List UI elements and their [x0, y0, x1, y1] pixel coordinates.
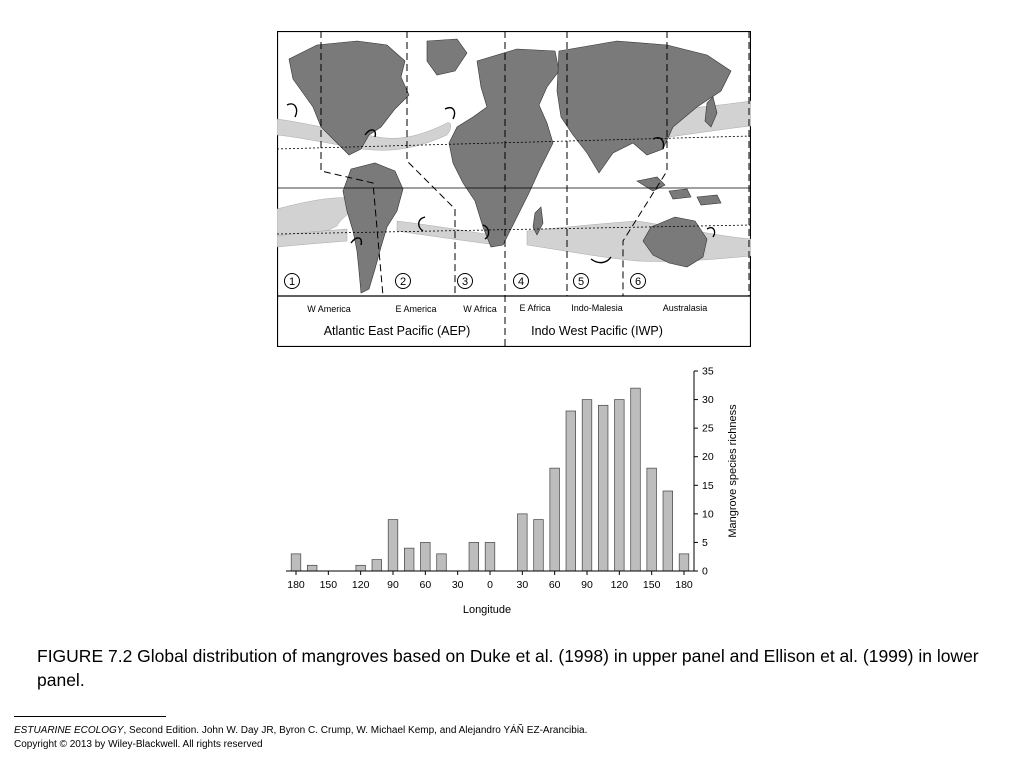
bar-19: [598, 405, 608, 571]
y-tick-label-7: 35: [702, 365, 714, 378]
footer-rule: [14, 716, 166, 717]
y-tick-label-2: 10: [702, 508, 714, 521]
region-label-w-america: W America: [307, 304, 351, 314]
bar-15: [534, 520, 544, 571]
bar-14: [518, 514, 528, 571]
bar-7: [404, 548, 414, 571]
bar-23: [663, 491, 673, 571]
bar-18: [582, 400, 592, 571]
x-tick-label-4: 60: [419, 579, 432, 591]
world-map-figure: [277, 31, 751, 347]
bar-chart-svg: [270, 360, 750, 620]
x-axis-label: Longitude: [462, 604, 512, 616]
region-number-3: 3: [461, 276, 469, 288]
footer-citation: [14, 724, 587, 738]
bars-group: [291, 388, 689, 571]
y-tick-label-5: 25: [702, 422, 714, 435]
book-credits: , Second Edition. John W. Day JR, Byron C. Crump, W. Michael Kemp, and Alejandro YÁÑ EZ-Arancibia.: [123, 725, 588, 736]
group-label-iwp: Indo West Pacific (IWP): [531, 324, 663, 338]
x-tick-label-7: 30: [516, 579, 529, 591]
x-tick-label-5: 30: [451, 579, 464, 591]
bar-17: [566, 411, 576, 571]
x-tick-label-9: 90: [581, 579, 593, 591]
bar-11: [469, 542, 479, 571]
region-label-australasia: Australasia: [662, 303, 708, 313]
y-tick-label-3: 15: [702, 479, 714, 492]
region-label-w-africa: W Africa: [463, 304, 497, 314]
x-tick-label-12: 180: [675, 579, 693, 591]
x-tick-label-1: 150: [319, 579, 338, 591]
footer-credits: [14, 724, 587, 752]
bar-6: [388, 520, 398, 571]
bar-24: [679, 554, 689, 571]
group-label-aep: Atlantic East Pacific (AEP): [323, 324, 471, 338]
x-tick-label-3: 90: [387, 579, 399, 591]
bar-9: [437, 554, 447, 571]
region-number-5: 5: [577, 276, 585, 288]
y-tick-label-0: 0: [702, 565, 708, 578]
region-number-4: 4: [517, 276, 525, 288]
bar-12: [485, 542, 495, 571]
x-tick-label-8: 60: [548, 579, 561, 591]
x-axis: [286, 571, 694, 591]
x-tick-label-11: 150: [642, 579, 661, 591]
footer-copyright: Copyright © 2013 by Wiley-Blackwell. All rights reserved: [14, 739, 263, 750]
region-number-1: 1: [288, 276, 296, 288]
species-richness-chart: [270, 360, 750, 620]
x-tick-label-6: 0: [487, 579, 493, 591]
region-label-e-africa: E Africa: [519, 303, 551, 313]
bar-20: [615, 400, 625, 571]
y-tick-label-1: 5: [702, 536, 708, 549]
y-axis-label: Mangrove species richness: [727, 404, 739, 538]
bar-4: [356, 565, 366, 571]
bar-1: [307, 565, 317, 571]
region-label-e-america: E America: [395, 304, 437, 314]
bar-21: [631, 388, 641, 571]
bar-5: [372, 560, 382, 571]
y-tick-label-6: 30: [702, 394, 714, 407]
x-tick-label-10: 120: [610, 579, 629, 591]
y-tick-label-4: 20: [702, 451, 714, 464]
mangrove-region-map: [277, 31, 751, 347]
x-tick-label-0: 180: [287, 579, 305, 591]
x-tick-label-2: 120: [351, 579, 370, 591]
region-number-2: 2: [399, 276, 407, 288]
region-number-6: 6: [634, 276, 642, 288]
book-title: ESTUARINE ECOLOGY: [14, 725, 124, 736]
region-label-indo-malesia: Indo-Malesia: [571, 303, 623, 313]
bar-22: [647, 468, 657, 571]
bar-0: [291, 554, 301, 571]
bar-16: [550, 468, 560, 571]
bar-8: [421, 542, 431, 571]
y-axis: [694, 366, 714, 578]
figure-caption: FIGURE 7.2 Global distribution of mangroves based on Duke et al. (1998) in upper panel and Ellison et al. (1999) in lower panel.: [37, 646, 979, 690]
